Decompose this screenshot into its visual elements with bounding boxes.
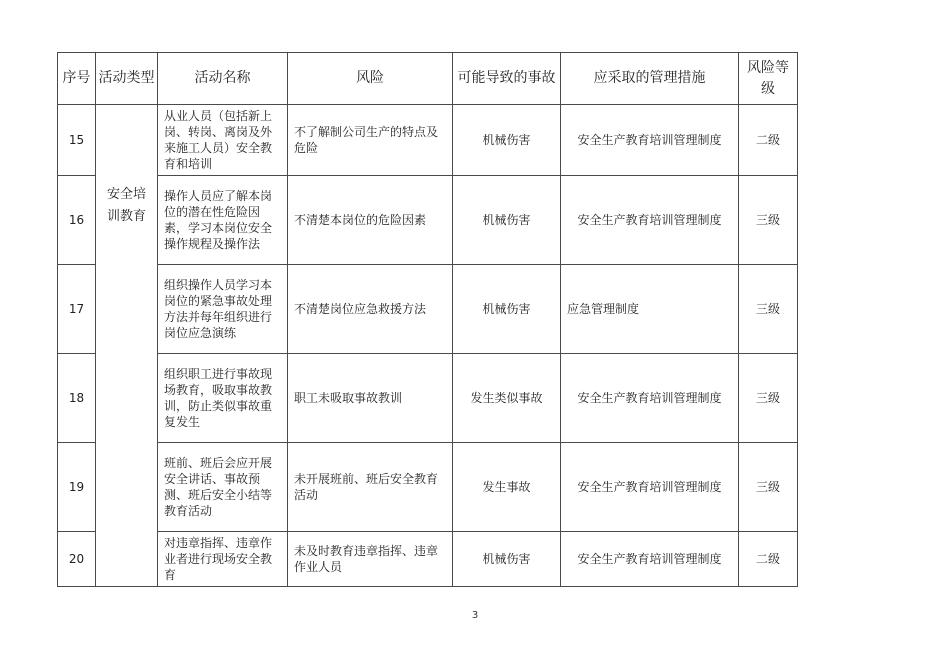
row-measure: 安全生产教育培训管理制度 (561, 443, 739, 532)
row-activity-name: 对违章指挥、违章作业者进行现场安全教育 (158, 532, 288, 587)
row-activity-name: 从业人员（包括新上岗、转岗、离岗及外来施工人员）安全教育和培训 (158, 105, 288, 176)
row-risk-level: 三级 (739, 443, 798, 532)
row-seq: 18 (58, 354, 96, 443)
row-risk: 未开展班前、班后安全教育活动 (288, 443, 453, 532)
row-activity-name: 班前、班后会应开展安全讲话、事故预测、班后安全小结等教育活动 (158, 443, 288, 532)
row-risk-level: 三级 (739, 176, 798, 265)
row-seq: 16 (58, 176, 96, 265)
row-risk-level: 三级 (739, 354, 798, 443)
row-seq: 17 (58, 265, 96, 354)
activity-type-cell: 安全培训教育 (96, 176, 158, 587)
row-accident: 机械伤害 (453, 176, 561, 265)
row-activity-name: 组织操作人员学习本岗位的紧急事故处理方法并每年组织进行岗位应急演练 (158, 265, 288, 354)
header-possible-accident: 可能导致的事故 (453, 53, 561, 105)
row-accident: 机械伤害 (453, 105, 561, 176)
row-seq: 20 (58, 532, 96, 587)
row-risk: 不清楚岗位应急救援方法 (288, 265, 453, 354)
header-seq: 序号 (58, 53, 96, 105)
table-row (58, 176, 798, 265)
row-accident: 发生事故 (453, 443, 561, 532)
row-accident: 机械伤害 (453, 265, 561, 354)
risk-table (57, 52, 798, 587)
row-risk: 不清楚本岗位的危险因素 (288, 176, 453, 265)
row-activity-name: 组织职工进行事故现场教育，吸取事故教训，防止类似事故重复发生 (158, 354, 288, 443)
row-activity-name: 操作人员应了解本岗位的潜在性危险因素，学习本岗位安全操作规程及操作法 (158, 176, 288, 265)
row-measure: 安全生产教育培训管理制度 (561, 532, 739, 587)
table-row (58, 532, 798, 587)
page-number: 3 (471, 610, 479, 621)
table-row (58, 105, 798, 176)
table-row (58, 265, 798, 354)
row-risk: 职工未吸取事故教训 (288, 354, 453, 443)
table-row (58, 443, 798, 532)
row-risk-level: 三级 (739, 265, 798, 354)
header-management-measure: 应采取的管理措施 (561, 53, 739, 105)
row-seq: 19 (58, 443, 96, 532)
row-accident: 发生类似事故 (453, 354, 561, 443)
row-accident: 机械伤害 (453, 532, 561, 587)
header-row (58, 53, 798, 105)
row-measure: 安全生产教育培训管理制度 (561, 354, 739, 443)
row-measure: 安全生产教育培训管理制度 (561, 105, 739, 176)
table-row (58, 354, 798, 443)
header-risk: 风险 (288, 53, 453, 105)
row-seq: 15 (58, 105, 96, 176)
header-risk-level: 风险等级 (739, 53, 798, 105)
row-risk: 未及时教育违章指挥、违章作业人员 (288, 532, 453, 587)
activity-type-empty-cell (96, 105, 158, 176)
header-activity-type: 活动类型 (96, 53, 158, 105)
row-risk-level: 二级 (739, 532, 798, 587)
row-risk: 不了解制公司生产的特点及危险 (288, 105, 453, 176)
row-measure: 应急管理制度 (561, 265, 739, 354)
row-measure: 安全生产教育培训管理制度 (561, 176, 739, 265)
row-risk-level: 二级 (739, 105, 798, 176)
header-activity-name: 活动名称 (158, 53, 288, 105)
